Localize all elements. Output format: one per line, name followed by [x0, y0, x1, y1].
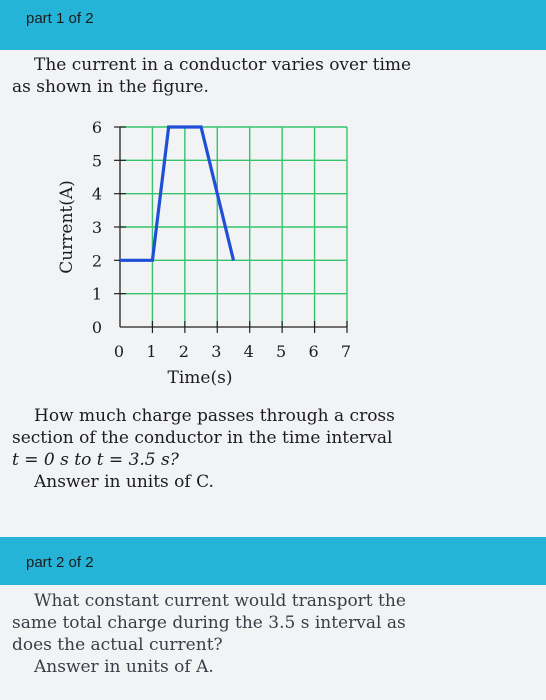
x-tick-label: 6	[308, 342, 319, 361]
part2-header: part 2 of 2	[0, 537, 546, 585]
x-tick-label: 1	[146, 342, 157, 361]
question2-line-3: does the actual current?	[12, 635, 223, 655]
question1-line-1: How much charge passes through a cross	[34, 406, 395, 426]
question1-line-2: section of the conductor in the time interval	[12, 428, 393, 448]
part2-question	[12, 590, 482, 678]
y-tick-label: 4	[91, 184, 102, 204]
intro-line-2: as shown in the figure.	[12, 77, 209, 97]
y-tick-label: 1	[91, 284, 102, 304]
x-tick-label: 4	[243, 342, 254, 361]
question2-line-1: What constant current would transport the	[34, 591, 406, 611]
y-tick-label: 6	[91, 118, 102, 137]
answer-units-c: Answer in units of C.	[34, 472, 214, 492]
y-axis-label: Current(A)	[57, 180, 77, 274]
y-tick-label: 2	[91, 251, 102, 271]
x-tick-label: 3	[211, 342, 222, 361]
x-tick-label: 7	[340, 342, 352, 361]
y-tick-label: 3	[91, 218, 102, 237]
y-tick-label: 0	[91, 318, 102, 337]
x-tick-label: 2	[178, 342, 189, 361]
answer-units-a: Answer in units of A.	[34, 657, 214, 677]
part1-question	[12, 405, 482, 493]
x-tick-label: 0	[113, 342, 125, 361]
y-tick-label: 5	[91, 151, 102, 171]
question1-line-3: t = 0 s to t = 3.5 s?	[12, 450, 179, 470]
problem-intro	[12, 54, 482, 98]
intro-line-1: The current in a conductor varies over time	[34, 55, 412, 75]
part1-header: part 1 of 2	[0, 0, 546, 50]
question2-line-2: same total charge during the 3.5 s interval as	[12, 613, 406, 633]
current-vs-time-chart	[0, 108, 400, 398]
x-axis-label: Time(s)	[167, 368, 233, 388]
x-tick-label: 5	[276, 342, 287, 361]
